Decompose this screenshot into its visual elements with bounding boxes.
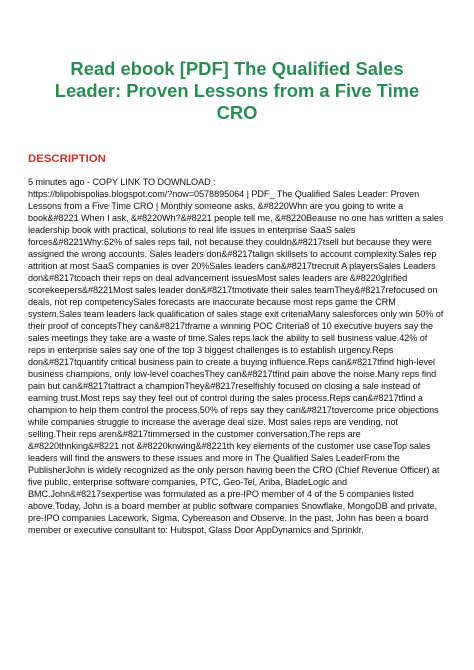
document-page [28,0,446,670]
document-title [28,58,446,124]
description-body [28,176,446,536]
title-line-2: Leader: Proven Lessons from a Five Time [54,80,420,101]
download-notice: 5 minutes ago - COPY LINK TO DOWNLOAD : [28,177,216,187]
title-line-3: CRO [216,102,258,123]
title-line-1: Read ebook [PDF] The Qualified Sales [70,58,404,79]
description-paragraph: https://blipobispolias.blogspot.com/?now=0578895064 | PDF_ The Qualified Sales Leader: Proven Lessons from a Five Time CRO | Monthly someone asks, &#8220Whn are you going to write a book&#8221 When I ask, &#8220Wh?&#8221 people tell me, &#8220Beause no one has written a sales leadership book with practical, solutions to real life issues in enterprise SaaS sales forces&#8221Why:62% of sales reps fail, not because they couldn&#8217tsell but because they were assigned the wrong accounts. Sales leaders don&#8217talign skillsets to account complexity.Sales rep attrition at most SaaS companies is over 20%Sales leaders can&#8217trecruit A playersSales Leaders don&#8217tcoach their reps on deal advancement issuesMost sales leaders are &#8220glrified scorekeepers&#8221Most sales leader don&#8217tmotivate their sales teamThey&#8217refocused on deals, not rep competencySales forecasts are inaccurate because most reps game the CRM system.Sales team leaders lack qualification of sales stage exit criteriaMany salesforces only win 50% of their proof of conceptsThey can&#8217tframe a winning POC Criteria8 of 10 executive buyers say the sales meetings they take are a waste of time.Sales reps lack the ability to sell business value.42% of reps in enterprise sales say one of the top 3 biggest challenges is to establish urgency.Reps don&#8217tquantify critical business pain to create a buying influence.Reps can&#8217tfind high-level business champions, only low-level coachesThey can&#8217tfind pain above the noise.Many reps find pain but can&#8217tattract a championThey&#8217reselfishly focused on closing a sale instead of earning trust.Most reps say they feel out of control during the sales process.Reps can&#8217tfind a champion to help them control the process.50% of reps say they can&#8217tovercome price objections while companies struggle to increase the average deal size. Most sales reps are vending, not selling.Their reps aren&#8217timmersed in the customer conversation.The reps are &#8220thnking&#8221 not &#8220knwing&#8221th key elements of the customer use caseTop sales leaders will find the answers to these issues and more in The Qualified Sales LeaderFrom the PublisherJohn is widely recognized as the only person having been the CRO (Chief Revenue Officer) at five public, enterprise software companies, PTC, Geo-Tel, Ariba, BladeLogic and BMC.John&#8217sexpertise was formulated as a pre-IPO member of 4 of the 5 companies listed above.Today, John is a board member at public software companies Snowflake, MongoDB and private, pre-IPO companies Lacework, Sigma, Cybereason and Observe. In the past, John has been a board member or executive consultant to: Hubspot, Glass Door AppDynamics and Sprinklr. [28,189,444,535]
description-heading: DESCRIPTION [28,153,106,165]
